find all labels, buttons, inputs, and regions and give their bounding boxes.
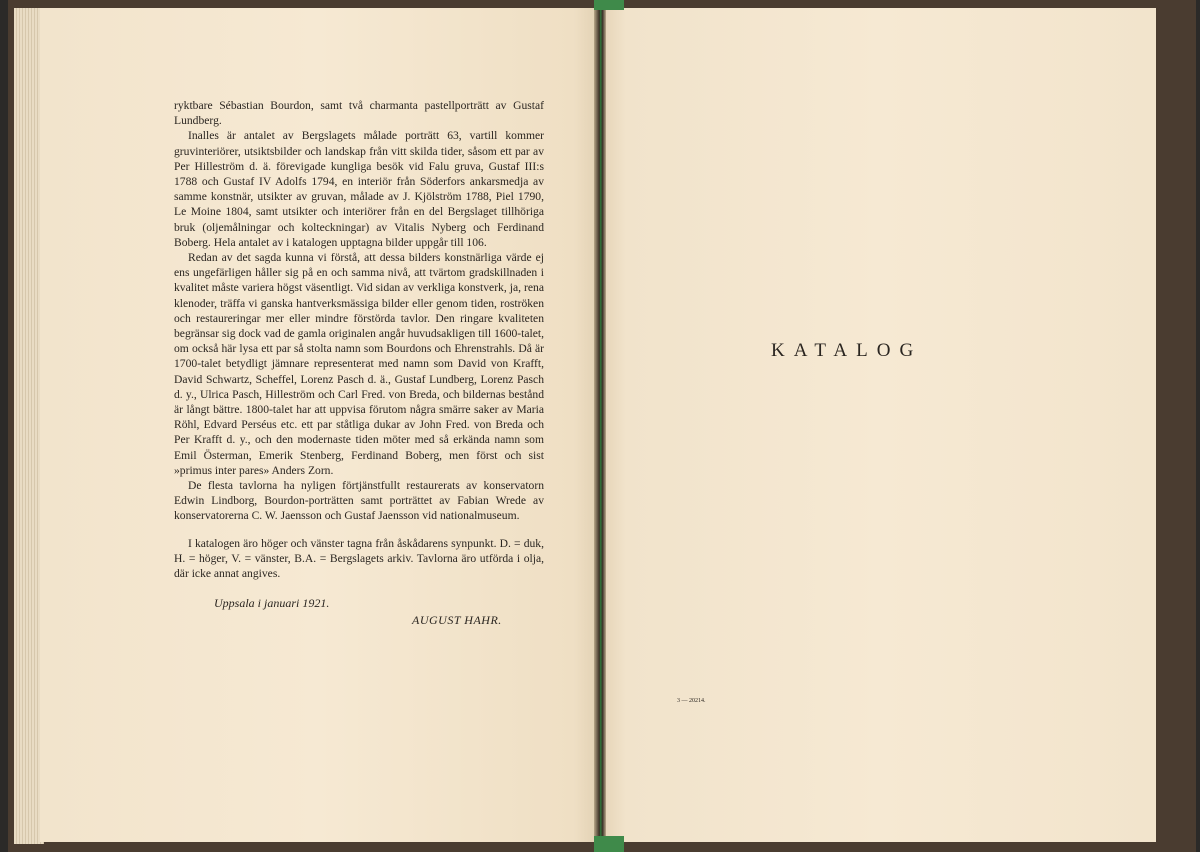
paragraph: I katalogen äro höger och vänster tagna från åskådarens synpunkt. D. = duk, H. = höger, V. = vänster, B.A. = Bergslagets arkiv. Tavlorna äro utförda i olja, där icke annat angives. <box>174 536 544 581</box>
place-date: Uppsala i januari 1921. <box>214 596 330 610</box>
headband-bottom <box>594 836 624 852</box>
paragraph: ryktbare Sébastian Bourdon, samt två charmanta pastellporträtt av Gustaf Lundberg. <box>174 99 544 128</box>
headband-top <box>594 0 624 10</box>
paragraph: De flesta tavlorna ha nyligen förtjänstfullt restaurerats av konservatorn Edwin Lindborg, Bourdon-porträtten samt porträttet av Fabian Wrede av konservatorerna C. W. Jaensson och Gustaf Jaensson vid nationalmuseum. <box>174 479 544 523</box>
paragraph: Redan av det sagda kunna vi förstå, att dessa bilders konstnärliga värde ej ens ungefärligen håller sig på en och samma nivå, att tvärtom gradskillnaden i kvalitet måste variera högst väsentligt. Vid sidan av verkliga konstverk, ja, rena klenoder, träffa vi ganska hantverksmässiga bilder eller genom tiden, roströken och restaureringar mer eller mindre förstörda tavlor. Den ringare kvaliteten begränsar sig dock vad de gamla originalen angår huvudsakligen till 1600-talet, om också här lysa ett par så stolta namn som Bourdons och Ehrenstrahls. Då är 1700-talet betydligt jämnare representerat med namn som David von Krafft, David Schwartz, Scheffel, Lorenz Pasch d. ä., Gustaf Lundberg, Lorenz Pasch d. y., Ulrica Pasch, Hilleström och Carl Fred. von Breda, och bildernas bestånd är långt bättre. 1800-talet har att uppvisa förutom några smärre saker av Maria Röhl, Edvard Perséus etc. ett par ståtliga dukar av John Fred. von Breda och Per Krafft d. y., och den modernaste tiden möter med så erkända namn som Emil Österman, Emerik Stenberg, Ferdinand Boberg, men först och sist »primus inter pares» Anders Zorn. <box>174 251 544 477</box>
left-page-text <box>174 98 544 581</box>
book-gutter <box>594 0 606 852</box>
page-title: KATALOG <box>771 340 923 361</box>
paragraph: Inalles är antalet av Bergslagets målade porträtt 63, vartill kommer gruvinteriörer, utsiktsbilder och landskap från vitt skilda tider, såsom ett par av Per Hilleström d. ä. förevigade kungliga besök vid Falu gruva, Gustaf III:s 1788 och Gustaf IV Adolfs 1794, en interiör från Söderfors ankarsmedja av samme konstnär, utsikter av gruvan, målade av J. Kjölström 1788, Piel 1790, Le Moine 1804, samt utsikter och interiörer från en del Bergslaget tillhöriga bruk (oljemålningar och kolteckningar) av Vitalis Nyberg och Ferdinand Boberg. Hela antalet av i katalogen upptagna bilder uppgår till 106. <box>174 129 544 249</box>
author-signature: AUGUST HAHR. <box>412 613 502 627</box>
right-page <box>604 8 1156 842</box>
signature-mark: 3 — 20214. <box>677 698 706 704</box>
